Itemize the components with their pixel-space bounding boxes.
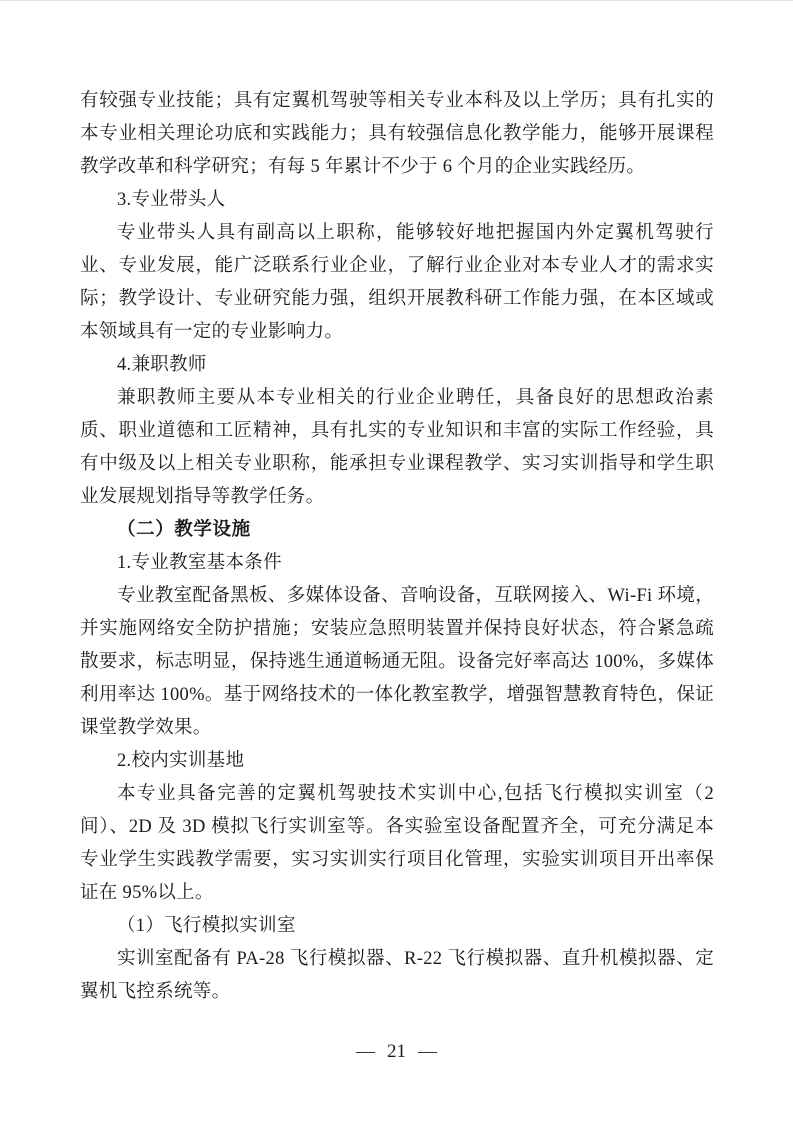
page-footer — [0, 1037, 793, 1067]
heading-parttime-teachers: 4.兼职教师 — [117, 355, 207, 375]
paragraph: 实训室配备有 PA-28 飞行模拟器、R-22 飞行模拟器、直升机模拟器、定翼机飞控系统等。 — [80, 949, 714, 1002]
page-number: 21 — [387, 1041, 406, 1062]
heading-campus-training-base: 2.校内实训基地 — [117, 751, 245, 771]
section-heading-teaching-facilities: （二）教学设施 — [117, 520, 251, 540]
footer-right-dash: — — [418, 1041, 437, 1062]
footer-left-dash: — — [356, 1041, 375, 1062]
paragraph: 本专业具备完善的定翼机驾驶技术实训中心,包括飞行模拟实训室（2 间）、2D 及 3D 模拟飞行实训室等。各实验室设备配置齐全，可充分满足本专业学生实践教学需要，实习实训实行项目化管理，实验实训项目开出率保证在 95%以上。 — [80, 784, 714, 903]
heading-classroom-conditions: 1.专业教室基本条件 — [117, 553, 282, 573]
paragraph: 专业带头人具有副高以上职称，能够较好地把握国内外定翼机驾驶行业、专业发展，能广泛联系行业企业，了解行业企业对本专业人才的需求实际；教学设计、专业研究能力强，组织开展教科研工作能力强，在本区域或本领域具有一定的专业影响力。 — [80, 223, 714, 342]
page-body-text — [80, 85, 714, 1009]
heading-professional-leader: 3.专业带头人 — [117, 190, 226, 210]
paragraph: 专业教室配备黑板、多媒体设备、音响设备，互联网接入、Wi-Fi 环境，并实施网络安全防护措施；安装应急照明装置并保持良好状态，符合紧急疏散要求，标志明显，保持逃生通道畅通无阻。设备完好率高达 100%，多媒体利用率达 100%。基于网络技术的一体化教室教学，增强智慧教育特色，保证课堂教学效果。 — [80, 586, 714, 738]
paragraph: 兼职教师主要从本专业相关的行业企业聘任，具备良好的思想政治素质、职业道德和工匠精神，具有扎实的专业知识和丰富的实际工作经验，具有中级及以上相关专业职称，能承担专业课程教学、实习实训指导和学生职业发展规划指导等教学任务。 — [80, 388, 714, 507]
heading-flight-simulation-room: （1）飞行模拟实训室 — [117, 916, 296, 936]
paragraph-continuation: 有较强专业技能；具有定翼机驾驶等相关专业本科及以上学历；具有扎实的本专业相关理论功底和实践能力；具有较强信息化教学能力，能够开展课程教学改革和科学研究；有每 5 年累计不少于 6 个月的企业实践经历。 — [80, 91, 714, 177]
